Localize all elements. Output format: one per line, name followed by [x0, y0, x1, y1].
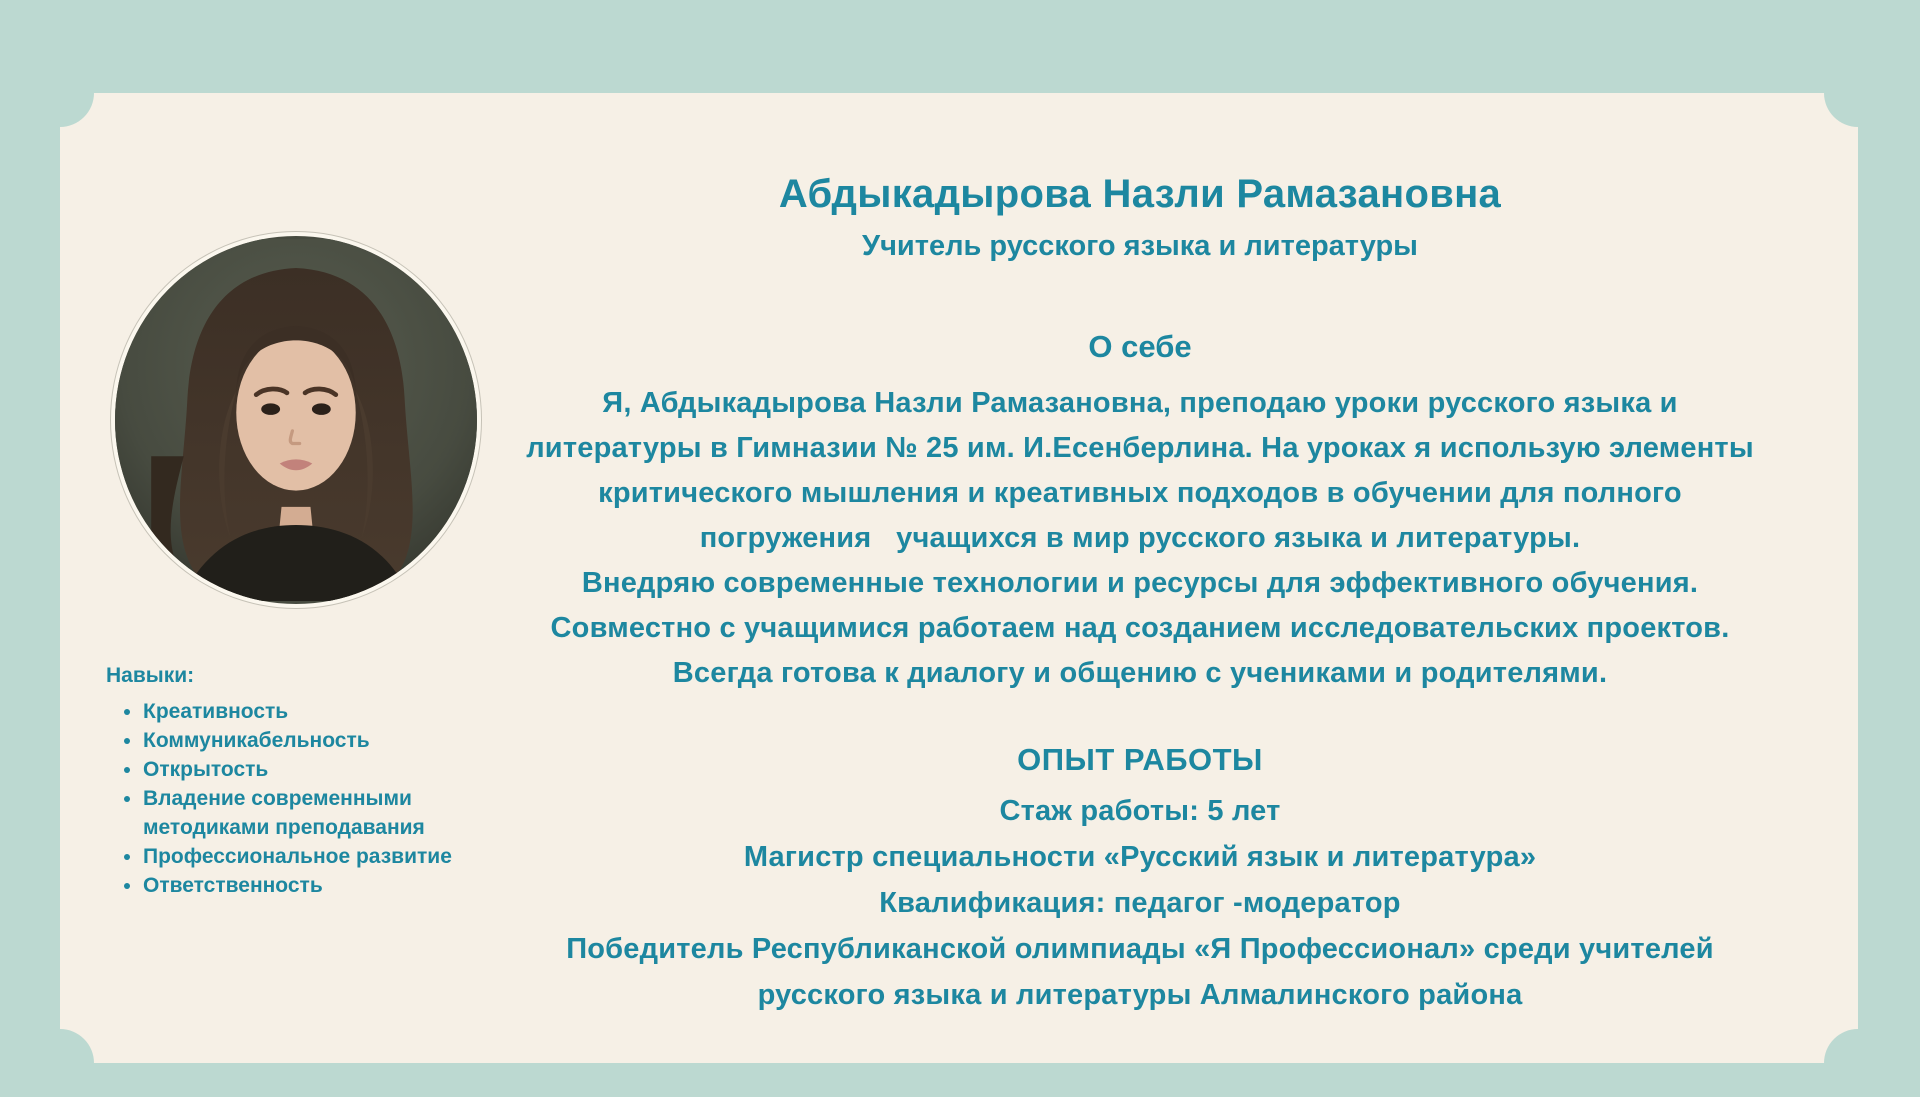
- skills-section: [106, 664, 538, 900]
- about-line: Я, Абдыкадырова Назли Рамазановна, преподаю уроки русского языка и: [602, 387, 1678, 419]
- experience-line: Победитель Республиканской олимпиады «Я Профессионал» среди учителей: [566, 933, 1714, 965]
- experience-line: Магистр специальности «Русский язык и литература»: [743, 841, 1537, 873]
- profile-details: [420, 172, 1860, 1018]
- corner-notch-bottom-left: [26, 1029, 94, 1097]
- experience-line: Стаж работы: 5 лет: [999, 795, 1281, 827]
- skill-item: • Открытость: [143, 755, 538, 784]
- about-heading: О себе: [1088, 329, 1192, 364]
- corner-notch-top-left: [26, 59, 94, 127]
- profile-name: Абдыкадырова Назли Рамазановна: [778, 172, 1502, 216]
- experience-heading: ОПЫТ РАБОТЫ: [1017, 742, 1263, 777]
- skill-item: • Креативность: [143, 697, 538, 726]
- skill-item: • Коммуникабельность: [143, 726, 538, 755]
- experience-text: [420, 788, 1860, 1018]
- corner-notch-top-right: [1824, 59, 1892, 127]
- about-text: [420, 381, 1860, 696]
- about-line: погружения учащихся в мир русского языка и литературы.: [699, 522, 1581, 554]
- skill-item: • Профессиональное развитие: [143, 842, 538, 871]
- about-line: Совместно с учащимися работаем над созданием исследовательских проектов.: [550, 612, 1730, 644]
- about-line: критического мышления и креативных подходов в обучении для полного: [598, 477, 1682, 509]
- skills-heading: Навыки:: [106, 664, 195, 687]
- about-line: Внедряю современные технологии и ресурсы для эффективного обучения.: [581, 567, 1699, 599]
- skills-list: [106, 697, 538, 900]
- about-line: Всегда готова к диалогу и общению с учениками и родителями.: [672, 657, 1608, 689]
- experience-line: русского языка и литературы Алмалинского района: [757, 979, 1523, 1011]
- skill-item: • Владение современными методиками преподавания: [143, 784, 538, 842]
- experience-line: Квалификация: педагог -модератор: [879, 887, 1401, 919]
- about-line: литературы в Гимназии № 25 им. И.Есенберлина. На уроках я использую элементы: [526, 432, 1754, 464]
- skill-item: • Ответственность: [143, 871, 538, 900]
- profile-role: Учитель русского языка и литературы: [862, 230, 1418, 262]
- corner-notch-bottom-right: [1824, 1029, 1892, 1097]
